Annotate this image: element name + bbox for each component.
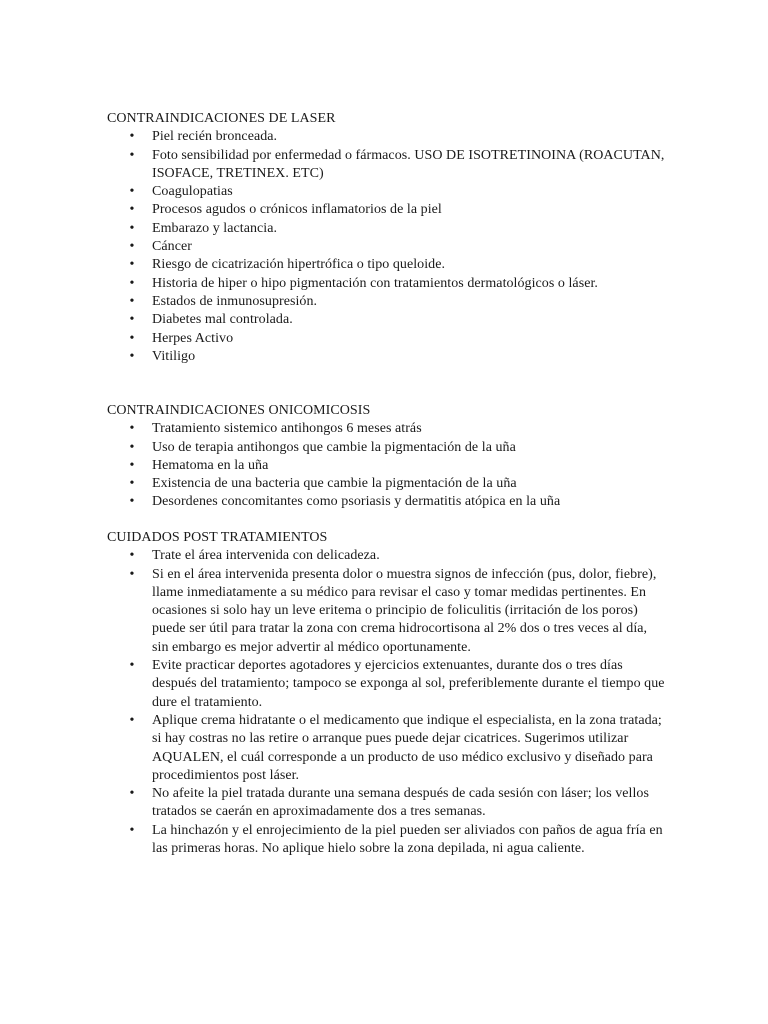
list-item (107, 493, 667, 511)
section-laser-contraindications (107, 110, 667, 366)
list-item-text: Uso de terapia antihongos que cambie la pigmentación de la uña (152, 439, 516, 455)
bullet-icon: • (129, 312, 135, 328)
list-item-text: Coagulopatias (152, 184, 233, 200)
list-item (107, 822, 667, 859)
list-item (107, 439, 667, 457)
list-item-text: Desordenes concomitantes como psoriasis y dermatitis atópica en la uña (152, 494, 561, 510)
list-item (107, 183, 667, 201)
bullet-icon: • (129, 457, 135, 473)
list-item-text: Embarazo y lactancia. (152, 220, 278, 236)
bullet-icon: • (129, 494, 135, 510)
bullet-icon: • (129, 202, 135, 218)
list-item (107, 420, 667, 438)
section-post-treatment-care (107, 529, 667, 858)
list-item-text: Estados de inmunosupresión. (152, 293, 318, 309)
bullet-icon: • (129, 330, 135, 346)
bullet-icon: • (129, 786, 135, 802)
section-title: CONTRAINDICACIONES ONICOMICOSIS (107, 403, 371, 418)
list-item (107, 275, 667, 293)
list-item-text: Diabetes mal controlada. (152, 312, 293, 328)
list-item (107, 547, 667, 565)
list-item-text: Riesgo de cicatrización hipertrófica o tipo queloide. (152, 257, 446, 273)
bullet-icon: • (129, 239, 135, 255)
list-item-text: Foto sensibilidad por enfermedad o fármacos. USO DE ISOTRETINOINA (ROACUTAN, ISOFACE, TRETINEX. ETC) (152, 147, 665, 181)
list-item (107, 238, 667, 256)
list-item-text: Procesos agudos o crónicos inflamatorios de la piel (152, 202, 442, 218)
list-item (107, 311, 667, 329)
list-item-text: Tratamiento sistemico antihongos 6 meses atrás (152, 421, 422, 437)
list-item-text: Cáncer (152, 239, 192, 255)
list-item (107, 220, 667, 238)
bullet-icon: • (129, 275, 135, 291)
list-item (107, 712, 667, 785)
list-item (107, 293, 667, 311)
list-item (107, 657, 667, 712)
bullet-icon: • (129, 220, 135, 236)
bullet-icon: • (129, 548, 135, 564)
list-item-text: Piel recién bronceada. (152, 129, 278, 145)
list-item-text: Existencia de una bacteria que cambie la pigmentación de la uña (152, 476, 517, 492)
list-item-text: Historia de hiper o hipo pigmentación con tratamientos dermatológicos o láser. (152, 275, 598, 291)
list-item-text: Hematoma en la uña (152, 457, 269, 473)
bullet-icon: • (129, 822, 135, 838)
list-item-text: La hinchazón y el enrojecimiento de la piel pueden ser aliviados con paños de agua fría en las primeras horas. No aplique hielo sobre la zona depilada, ni agua caliente. (152, 822, 663, 857)
section-title: CUIDADOS POST TRATAMIENTOS (107, 530, 328, 545)
list-item-text: Evite practicar deportes agotadores y ejercicios extenuantes, durante dos o tres días después del tratamiento; tampoco se exponga al sol, preferiblemente durante el tiempo que dure el tratamiento. (152, 658, 665, 710)
bullet-icon: • (129, 421, 135, 437)
list-item-text: No afeite la piel tratada durante una semana después de cada sesión con láser; los vellos tratados se caerán en aproximadamente dos a tres semanas. (152, 786, 649, 820)
bullet-icon: • (129, 129, 135, 145)
list-item (107, 475, 667, 493)
list-item-text: Trate el área intervenida con delicadeza. (152, 548, 380, 564)
list-item (107, 128, 667, 146)
list-item (107, 330, 667, 348)
list-item (107, 147, 667, 184)
list-item (107, 256, 667, 274)
list-item (107, 785, 667, 822)
bullet-icon: • (129, 257, 135, 273)
bullet-icon: • (129, 348, 135, 364)
list-item (107, 457, 667, 475)
list-item (107, 566, 667, 657)
bullet-list (107, 420, 667, 511)
bullet-icon: • (129, 566, 135, 582)
list-item-text: Aplique crema hidratante o el medicamento que indique el especialista, en la zona tratada; si hay costras no las retire o arranque pues puede dejar cicatrices. Sugerimos utilizar AQUALEN, el cuál corresponde a un producto de uso médico exclusivo y diseñado para procedimientos post láser. (152, 712, 662, 783)
bullet-icon: • (129, 184, 135, 200)
list-item (107, 348, 667, 366)
bullet-list (107, 128, 667, 366)
list-item (107, 201, 667, 219)
list-item-text: Vitiligo (152, 348, 196, 364)
bullet-icon: • (129, 658, 135, 674)
list-item-text: Herpes Activo (152, 330, 234, 346)
bullet-icon: • (129, 439, 135, 455)
bullet-icon: • (129, 712, 135, 728)
bullet-list (107, 547, 667, 858)
bullet-icon: • (129, 147, 135, 163)
bullet-icon: • (129, 293, 135, 309)
bullet-icon: • (129, 476, 135, 492)
list-item-text: Si en el área intervenida presenta dolor o muestra signos de infección (pus, dolor, fiebre), llame inmediatamente a su médico para revisar el caso y tomar medidas pertinentes. En ocasiones si solo hay un leve eritema o principio de foliculitis (irritación de los poros) puede ser útil para tratar la zona con crema hidrocortisona al 2% dos o tres veces al día, sin embargo es mejor advertir al médico oportunamente. (152, 566, 657, 655)
section-onychomycosis-contraindications (107, 402, 667, 512)
section-title: CONTRAINDICACIONES DE LASER (107, 111, 336, 126)
